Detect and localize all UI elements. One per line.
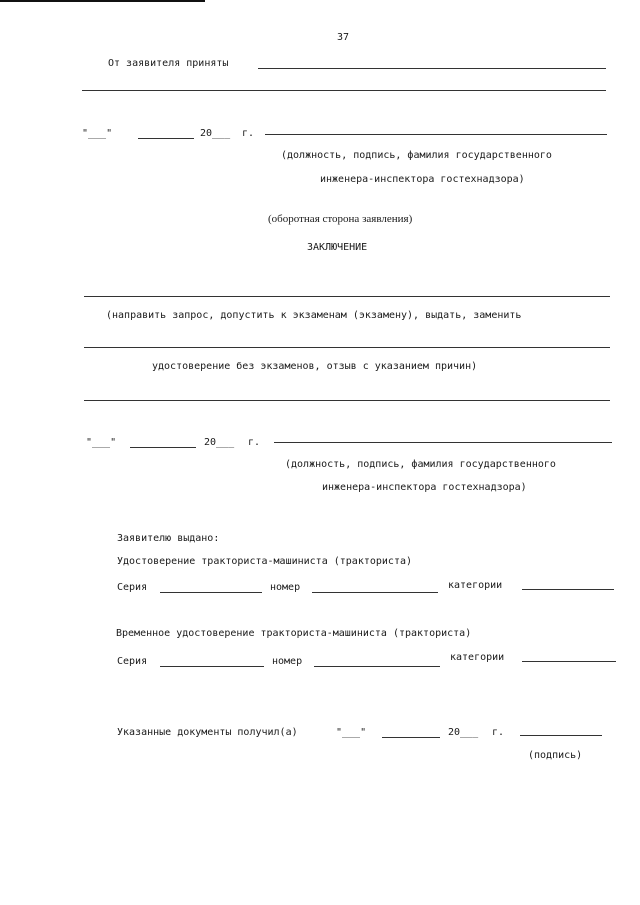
receipt-month-field[interactable] — [382, 737, 440, 738]
temporary-license-title: Временное удостоверение тракториста-машиниста (тракториста) — [116, 628, 472, 639]
official-caption-2a: (должность, подпись, фамилия государственного — [285, 459, 556, 470]
temporary-number-label: номер — [272, 656, 303, 667]
date-year-1: 20___ — [200, 128, 231, 139]
permanent-number-label: номер — [270, 582, 301, 593]
receipt-label: Указанные документы получил(а) — [117, 727, 298, 738]
received-field-line-1[interactable] — [258, 68, 606, 69]
conclusion-caption-1: (направить запрос, допустить к экзаменам (экзамену), выдать, заменить — [106, 310, 522, 321]
temporary-series-field[interactable] — [160, 666, 264, 667]
reverse-side-note: (оборотная сторона заявления) — [268, 213, 413, 225]
conclusion-line-2[interactable] — [84, 347, 610, 348]
temporary-category-field[interactable] — [522, 661, 616, 662]
temporary-series-label: Серия — [117, 656, 148, 667]
conclusion-caption-2: удостоверение без экзаменов, отзыв с указанием причин) — [152, 361, 478, 372]
receipt-signature-caption: (подпись) — [528, 750, 583, 761]
official-caption-1a: (должность, подпись, фамилия государственного — [281, 150, 552, 161]
official-signature-line-2[interactable] — [274, 442, 612, 443]
date-year-2: 20___ — [204, 437, 235, 448]
permanent-series-field[interactable] — [160, 592, 262, 593]
date-year-suffix-1: г. — [242, 128, 255, 139]
permanent-license-title: Удостоверение тракториста-машиниста (тракториста) — [117, 556, 413, 567]
date-day-1: "___" — [82, 128, 113, 139]
temporary-category-label: категории — [450, 652, 505, 663]
official-signature-line-1[interactable] — [265, 134, 607, 135]
receipt-signature-field[interactable] — [520, 735, 602, 736]
conclusion-line-3[interactable] — [84, 400, 610, 401]
receipt-day: "___" — [336, 727, 367, 738]
temporary-number-field[interactable] — [314, 666, 440, 667]
permanent-series-label: Серия — [117, 582, 148, 593]
date-day-2: "___" — [86, 437, 117, 448]
receipt-year-suffix: г. — [492, 727, 505, 738]
date-month-line-2[interactable] — [130, 447, 196, 448]
official-caption-2b: инженера-инспектора гостехнадзора) — [322, 482, 527, 493]
date-month-line-1[interactable] — [138, 138, 194, 139]
permanent-number-field[interactable] — [312, 592, 438, 593]
received-label: От заявителя приняты — [108, 58, 229, 69]
permanent-category-field[interactable] — [522, 589, 614, 590]
page-number: 37 — [337, 32, 350, 43]
conclusion-title: ЗАКЛЮЧЕНИЕ — [307, 242, 368, 253]
date-year-suffix-2: г. — [248, 437, 261, 448]
top-rule — [0, 0, 205, 2]
issued-heading: Заявителю выдано: — [117, 533, 220, 544]
receipt-year: 20___ — [448, 727, 479, 738]
official-caption-1b: инженера-инспектора гостехнадзора) — [320, 174, 525, 185]
conclusion-line-1[interactable] — [84, 296, 610, 297]
permanent-category-label: категории — [448, 580, 503, 591]
received-field-line-2[interactable] — [82, 90, 606, 91]
